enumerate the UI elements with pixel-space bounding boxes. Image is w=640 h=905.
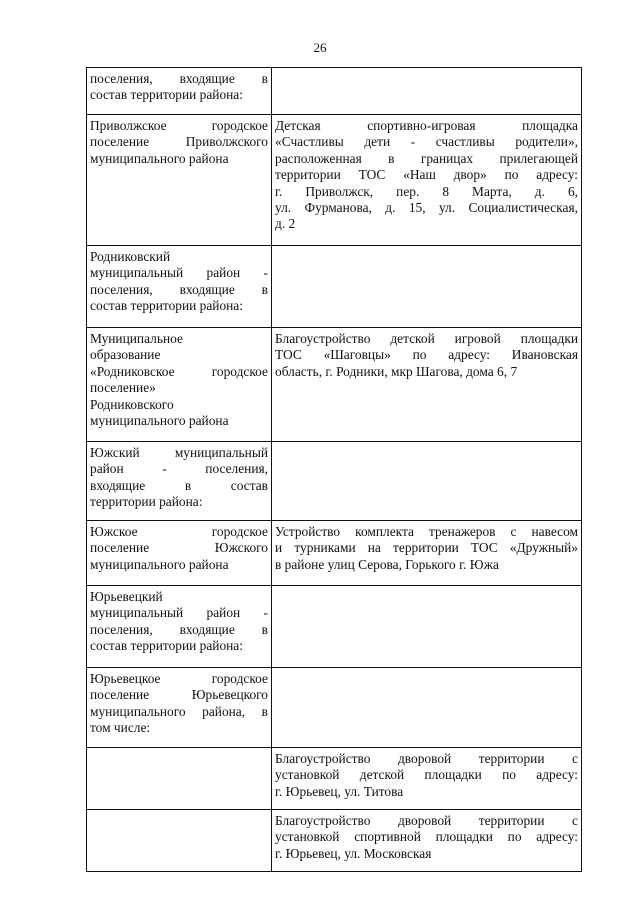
municipality-text-line: поселение»: [90, 380, 156, 396]
municipality-cell: [87, 748, 272, 810]
municipality-text-line: Южское городское: [90, 524, 268, 539]
municipality-text-line: поселение Приволжского: [90, 134, 268, 150]
municipality-text-line: образование: [90, 347, 161, 363]
municipality-text-line: Родниковский: [90, 249, 171, 264]
municipality-text-line: Муниципальное: [90, 331, 183, 346]
project-text-line: ул. Фурманова, д. 15, ул. Социалистическая,: [275, 200, 578, 216]
project-text-line: Благоустройство дворовой территории с: [275, 751, 578, 766]
municipality-text-line: том числе:: [90, 720, 151, 736]
table-row: [87, 442, 582, 521]
municipality-text-line: муниципального района: [90, 150, 229, 166]
project-text-line: г. Приволжск, пер. 8 Марта, д. 6,: [275, 183, 578, 199]
municipality-cell: [87, 442, 272, 521]
project-text-line: расположенная в границах прилегающей: [275, 150, 578, 166]
municipality-text-line: муниципальный район -: [90, 605, 268, 621]
municipality-text-line: муниципального района, в: [90, 703, 268, 719]
table-row: [87, 328, 582, 442]
page-number: 26: [313, 40, 327, 55]
municipality-text-line: район - поселения,: [90, 461, 268, 477]
project-cell: [272, 68, 582, 115]
project-text-line: территории ТОС «Наш двор» по адресу:: [275, 167, 578, 183]
projects-table: [86, 67, 582, 872]
municipality-text-line: территории района:: [90, 494, 203, 510]
municipality-text-line: состав территории района:: [90, 638, 243, 654]
municipality-cell: [87, 328, 272, 442]
table-row: [87, 246, 582, 328]
table-row: [87, 115, 582, 246]
municipality-cell: [87, 668, 272, 748]
project-cell: [272, 442, 582, 521]
municipality-cell: [87, 586, 272, 668]
project-text-line: область, г. Родники, мкр Шагова, дома 6, 7: [275, 363, 518, 379]
project-cell: [272, 668, 582, 748]
municipality-text-line: входящие в состав: [90, 477, 268, 493]
municipality-text-line: муниципального района: [90, 556, 229, 572]
project-text-line: установкой спортивной площадки по адресу:: [275, 829, 578, 845]
project-cell: [272, 586, 582, 668]
municipality-text-line: Южский муниципальный: [90, 445, 268, 460]
project-text-line: в районе улиц Серова, Горького г. Южа: [275, 556, 499, 572]
municipality-text-line: Приволжское городское: [90, 118, 268, 133]
project-text-line: Детская спортивно-игровая площадка: [275, 118, 578, 133]
municipality-text-line: состав территории района:: [90, 87, 243, 103]
project-text-line: установкой детской площадки по адресу:: [275, 767, 578, 783]
municipality-text-line: состав территории района:: [90, 298, 243, 314]
project-cell: [272, 748, 582, 810]
municipality-cell: [87, 246, 272, 328]
municipality-text-line: поселения, входящие в: [90, 621, 268, 637]
municipality-text-line: муниципальный район -: [90, 265, 268, 281]
table-row: [87, 586, 582, 668]
municipality-cell: [87, 115, 272, 246]
municipality-text-line: Родниковского: [90, 396, 174, 412]
project-cell: [272, 115, 582, 246]
municipality-text-line: Юрьевецкое городское: [90, 671, 268, 686]
project-text-line: ТОС «Шаговцы» по адресу: Ивановская: [275, 347, 578, 363]
municipality-text-line: поселения, входящие в: [90, 281, 268, 297]
municipality-cell: [87, 68, 272, 115]
project-text-line: «Счастливы дети - счастливы родители»,: [275, 134, 578, 150]
municipality-text-line: поселение Юрьевецкого: [90, 687, 268, 703]
project-text-line: и турниками на территории ТОС «Дружный»: [275, 540, 578, 556]
project-cell: [272, 246, 582, 328]
project-cell: [272, 328, 582, 442]
project-text-line: д. 2: [275, 216, 296, 232]
municipality-cell: [87, 810, 272, 872]
project-text-line: Устройство комплекта тренажеров с навесом: [275, 524, 578, 539]
table-row: [87, 810, 582, 872]
municipality-text-line: Юрьевецкий: [90, 589, 163, 604]
table-row: [87, 668, 582, 748]
table-body: [87, 68, 582, 872]
project-text-line: Благоустройство дворовой территории с: [275, 813, 578, 828]
municipality-text-line: поселение Южского: [90, 540, 268, 556]
table-row: [87, 521, 582, 586]
municipality-text-line: муниципального района: [90, 413, 229, 429]
project-cell: [272, 521, 582, 586]
table-row: [87, 748, 582, 810]
project-text-line: г. Юрьевец, ул. Титова: [275, 783, 404, 799]
project-cell: [272, 810, 582, 872]
project-text-line: Благоустройство детской игровой площадки: [275, 331, 578, 346]
table-row: [87, 68, 582, 115]
municipality-text-line: поселения, входящие в: [90, 71, 268, 86]
municipality-cell: [87, 521, 272, 586]
municipality-text-line: «Родниковское городское: [90, 363, 268, 379]
project-text-line: г. Юрьевец, ул. Московская: [275, 845, 432, 861]
